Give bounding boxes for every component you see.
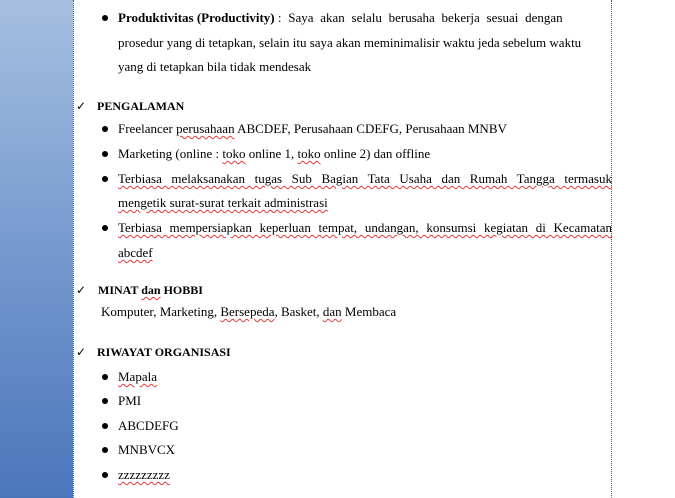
produktivitas-text-1: : Saya akan selalu berusaha bekerja sesuai dengan bbox=[277, 10, 563, 25]
organisasi-item: ABCDEFG bbox=[118, 418, 179, 433]
checkmark-icon: ✓ bbox=[76, 99, 87, 113]
bullet-icon bbox=[102, 126, 108, 132]
pengalaman-item-3-line-1: Terbiasa melaksanakan tugas Sub Bagian Tata Usaha dan Rumah Tangga termasuk bbox=[118, 171, 612, 186]
pengalaman-item-4-line-1: Terbiasa mempersiapkan keperluan tempat, undangan, konsumsi kegiatan di Kecamatan bbox=[118, 220, 612, 235]
produktivitas-term: Produktivitas (Productivity) bbox=[118, 10, 275, 25]
pengalaman-item-3-line-2: mengetik surat-surat terkait administrasi bbox=[118, 195, 328, 210]
pengalaman-item-1: Freelancer perusahaan ABCDEF, Perusahaan CDEFG, Perusahaan MNBV bbox=[118, 121, 507, 136]
produktivitas-line-2: prosedur yang di tetapkan, selain itu saya akan meminimalisir waktu jeda sebelum waktu bbox=[118, 35, 582, 50]
produktivitas-line-3: yang di tetapkan bila tidak mendesak bbox=[118, 59, 312, 74]
pengalaman-item-4-line-2: abcdef bbox=[118, 245, 153, 260]
checkmark-icon: ✓ bbox=[76, 345, 87, 359]
bullet-icon bbox=[102, 423, 108, 429]
bullet-icon bbox=[102, 225, 108, 231]
bullet-icon bbox=[102, 15, 108, 21]
organisasi-item: MNBVCX bbox=[118, 442, 176, 457]
bullet-icon bbox=[102, 447, 108, 453]
organisasi-heading: RIWAYAT ORGANISASI bbox=[97, 345, 231, 359]
bullet-icon bbox=[102, 398, 108, 404]
organisasi-item: zzzzzzzzz bbox=[118, 467, 170, 482]
bullet-icon bbox=[102, 374, 108, 380]
minat-text: Komputer, Marketing, Bersepeda, Basket, dan Membaca bbox=[101, 304, 397, 319]
bullet-icon bbox=[102, 176, 108, 182]
produktivitas-line-1 bbox=[118, 10, 563, 26]
checkmark-icon: ✓ bbox=[76, 283, 87, 297]
organisasi-item: PMI bbox=[118, 393, 142, 408]
bullet-icon bbox=[102, 472, 108, 478]
pengalaman-item-2: Marketing (online : toko online 1, toko online 2) dan offline bbox=[118, 146, 431, 161]
pengalaman-heading: PENGALAMAN bbox=[97, 99, 185, 113]
minat-heading: MINAT dan HOBBI bbox=[98, 283, 203, 297]
organisasi-item: Mapala bbox=[118, 369, 157, 384]
bullet-icon bbox=[102, 151, 108, 157]
